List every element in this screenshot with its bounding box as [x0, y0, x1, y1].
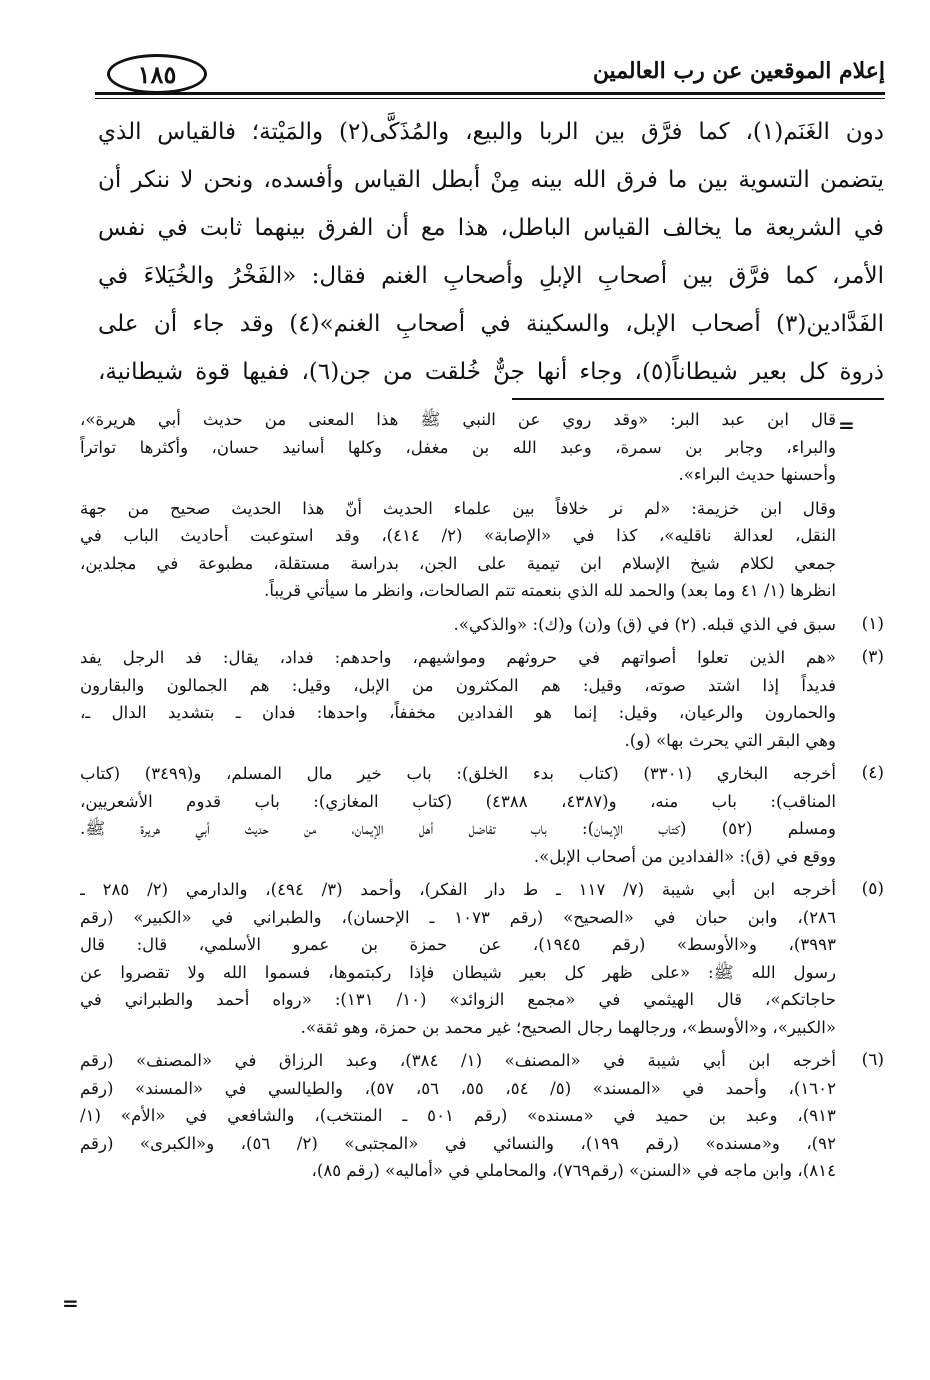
main-text-line: دون الغَنَم(١)، كما فرَّق بين الربا والبيع، والمُذَكَّى(٢) والمَيْتة؛ فالقياس الذي [98, 119, 884, 145]
footnote-line [80, 843, 884, 871]
footnote-text: ١٦٠٢)، وأحمد في «المسند» (٥/ ٥٤، ٥٥، ٥٦، ٥٧)، والطيالسي في «المسند» (رقم [80, 1078, 836, 1098]
page-number: ١٨٥ [107, 54, 207, 94]
footnote-text: «هم الذين تعلوا أصواتهم في حروثهم ومواشيهم، واحدهم: فداد، يقال: فد الرجل يفد [80, 648, 836, 667]
footnote-number: (١) [861, 613, 884, 634]
footnote-line [80, 986, 884, 1014]
footnote-text: فديداً إذا اشتد صوته، وقيل: هم المكثرون من الإبل، وقيل: هم الجمالون والبقارون [80, 675, 836, 695]
footnote-line [80, 406, 884, 434]
footnote-line [80, 644, 884, 672]
footnote-line [80, 495, 884, 523]
footnote-text: وقال ابن خزيمة: «لم نر خلافاً بين علماء الحديث أنّ هذا الحديث صحيح من جهة [80, 498, 836, 518]
footnote-line [80, 959, 884, 987]
footnote-number: (٣) [861, 647, 884, 667]
footnote-text: حاجاتكم»، قال الهيثمي في «مجمع الزوائد» (١٠/ ١٣١): «رواه أحمد والطبراني في [80, 990, 836, 1009]
footnote-separator [512, 398, 884, 400]
footnote-text: انظرها (١/ ٤١ وما بعد) والحمد لله الذي بنعمته تتم الصالحات، وانظر ما سيأتي قريباً. [264, 581, 836, 600]
footnote-number: (٤) [861, 763, 884, 783]
footnote-text: وأحسنها حديث البراء». [678, 465, 836, 484]
footnote-line [80, 815, 884, 843]
footnote-line [80, 788, 884, 816]
footnote-text: أخرجه البخاري (٣٣٠١) (كتاب بدء الخلق): باب خير مال المسلم، و(٣٤٩٩) (كتاب [80, 764, 836, 783]
footnote-line [80, 760, 884, 788]
footnote-text: ٨١٤)، وابن ماجه في «السنن» (رقم٧٦٩)، والمحاملي في «أماليه» (رقم ٨٥)، [311, 1161, 836, 1180]
footnote-text: ٩٢)، و«مسنده» (رقم ١٩٩)، والنسائي في «المجتبى» (٢/ ٥٦)، و«الكبرى» (رقم [80, 1133, 836, 1153]
footnote [80, 1047, 884, 1185]
footnotes [80, 406, 884, 1185]
footnote-line [80, 461, 884, 489]
footnote-line [80, 1102, 884, 1130]
footnote-text: المناقب): باب منه، و(٤٣٨٧، ٤٣٨٨) (كتاب المغازي): باب قدوم الأشعريين، [80, 791, 836, 811]
footnote-text: وهي البقر التي يحرث بها» (و). [624, 730, 836, 750]
footnote-line [80, 1075, 884, 1103]
footnote-line [80, 699, 884, 727]
page-header [95, 52, 885, 100]
footnote-text: ومسلم (٥٢) (كتاب الإيمان): باب تفاضل أهل الإيمان، من حديث أبي هريرة ﷺ. [80, 819, 836, 838]
book-title: إعلام الموقعين عن رب العالمين [592, 58, 885, 84]
footnote-line [80, 931, 884, 959]
footnote-line [80, 550, 884, 578]
footnote-line [80, 672, 884, 700]
footnote-text: رسول الله ﷺ: «على ظهر كل بعير شيطان فإذا ركبتموها، فسموا الله ولا تقصروا عن [80, 962, 836, 982]
main-text-line: ذروة كل بعير شيطاناً(٥)، وجاء أنها جنٌّ خُلقت من جن(٦)، ففيها قوة شيطانية، [98, 359, 884, 385]
footnote-text: النقل، لعدالة ناقليه»، كذا في «الإصابة» (٢/ ٤١٤)، وقد استوعبت أحاديث الباب في [80, 526, 836, 545]
footnote-line [80, 904, 884, 932]
main-text-line: الأمر، كما فرَّق بين أصحابِ الإبلِ وأصحابِ الغنم فقال: «الفَخْرُ والخُيَلاءَ في [98, 263, 884, 289]
footnote-text: أخرجه ابن أبي شيبة (٧/ ١١٧ ـ ط دار الفكر)، وأحمد (٣/ ٤٩٤)، والدارمي (٢/ ٢٨٥ ـ [80, 880, 836, 899]
footnote-text: ٣٩٩٣)، و«الأوسط» (رقم ١٩٤٥)، عن حمزة بن عمرو الأسلمي، قال: قال [80, 935, 836, 954]
footnote-line [80, 611, 884, 639]
footnote [80, 760, 884, 870]
header-rule-thin [95, 98, 885, 99]
header-rule [95, 92, 885, 95]
footnote-text: والبراء، وجابر بن سمرة، وعبد الله بن مغفل، وكلها أسانيد حسان، وأكثرها تواتراً [80, 437, 836, 457]
footnote-line [80, 577, 884, 605]
footnote [80, 611, 884, 639]
footnote-text: والحمارون والرعيان، وقيل: إنما هو الفدادين مخففاً، واحدها: فدان ـ بتشديد الدال ـ، [80, 703, 836, 722]
main-text-line: في الشريعة ما يخالف القياس الباطل، هذا مع أن الفرق بينهما ثابت في نفس [98, 215, 884, 241]
footnote-text: «الكبير»، و«الأوسط»، ورجالهما رجال الصحيح؛ غير محمد بن حمزة، وهو ثقة». [300, 1017, 836, 1037]
footnote [80, 495, 884, 605]
footnote [80, 876, 884, 1041]
footnote-text: أخرجه ابن أبي شيبة في «المصنف» (١/ ٣٨٤)، وعبد الرزاق في «المصنف» (رقم [80, 1051, 836, 1070]
main-text-line: الفَدَّادين(٣) أصحاب الإبل، والسكينة في أصحابِ الغنم»(٤) وقد جاء أن على [98, 311, 884, 337]
main-text-line: يتضمن التسوية بين ما فرق الله بينه مِنْ أبطل القياس وأفسده، ونحن لا ننكر أن [98, 167, 884, 193]
continuation-mark-top: = [838, 413, 855, 437]
footnote-text: سبق في الذي قبله. (٢) في (ق) و(ن) و(ك): «والذكي». [453, 614, 836, 634]
footnote-line [80, 727, 884, 755]
footnote-line [80, 876, 884, 904]
footnote-line [80, 1130, 884, 1158]
footnote [80, 644, 884, 754]
footnote-number: (٦) [861, 1050, 884, 1070]
footnote [80, 406, 884, 489]
footnote-line [80, 1157, 884, 1185]
footnote-line [80, 1014, 884, 1042]
footnote-text: ووقع في (ق): «الفدادين من أصحاب الإبل». [533, 846, 836, 866]
footnote-number: (٥) [861, 879, 884, 899]
footnote-text: ٩١٣)، وعبد بن حميد في «مسنده» (رقم ٥٠١ ـ المنتخب)، والشافعي في «الأم» (١/ [80, 1106, 836, 1125]
continuation-mark-bottom: = [62, 1291, 79, 1315]
footnote-text: جمعي لكلام شيخ الإسلام ابن تيمية على الجن، بدراسة مستقلة، مطبوعة في مجلدين، [80, 553, 836, 573]
footnote-line [80, 434, 884, 462]
footnote-text: قال ابن عبد البر: «وقد روي عن النبي ﷺ هذا المعنى من حديث أبي هريرة»، [80, 410, 836, 429]
footnote-text: ٢٨٦)، وابن حبان في «الصحيح» (رقم ١٠٧٣ ـ الإحسان)، والطبراني في «الكبير» (رقم [80, 907, 837, 927]
main-text [98, 108, 884, 396]
footnote-line [80, 1047, 884, 1075]
footnote-line [80, 522, 884, 550]
